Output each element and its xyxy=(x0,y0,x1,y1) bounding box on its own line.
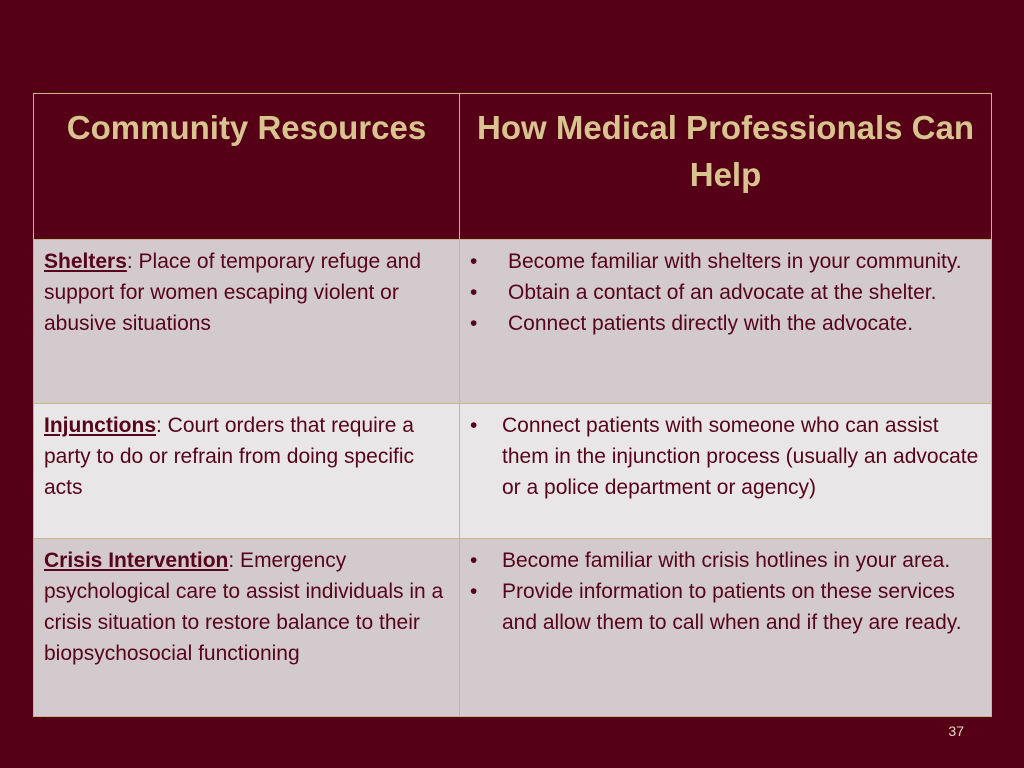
help-cell xyxy=(460,240,992,404)
help-list xyxy=(470,246,981,339)
resource-definition: : Court orders that require a party to do or refrain from doing specific acts xyxy=(44,414,415,499)
resource-term: Injunctions xyxy=(44,414,156,437)
header-how-medical-professionals-can-help: How Medical Professionals Can Help xyxy=(460,94,992,240)
header-community-resources: Community Resources xyxy=(34,94,460,240)
list-item: • Provide information to patients on these services and allow them to call when and if they are ready. xyxy=(470,576,981,638)
list-item: • Become familiar with crisis hotlines in your area. xyxy=(470,545,981,576)
help-list xyxy=(470,545,981,638)
list-item: • Connect patients with someone who can assist them in the injunction process (usually an advocate or a police department or agency) xyxy=(470,410,981,503)
page-number: 37 xyxy=(948,723,964,739)
list-item: • Obtain a contact of an advocate at the shelter. xyxy=(470,277,981,308)
resource-definition: : Place of temporary refuge and support for women escaping violent or abusive situations xyxy=(44,250,422,335)
resource-cell xyxy=(34,240,460,404)
help-cell xyxy=(460,404,992,539)
table-row-injunctions xyxy=(34,404,992,539)
list-item: • Connect patients directly with the advocate. xyxy=(470,308,981,339)
list-item: • Become familiar with shelters in your community. xyxy=(470,246,981,277)
resource-cell xyxy=(34,404,460,539)
resource-definition: : Emergency psychological care to assist individuals in a crisis situation to restore balance to their biopsychosocial functioning xyxy=(44,549,444,665)
resource-term: Shelters xyxy=(44,250,127,273)
resource-term: Crisis Intervention xyxy=(44,549,229,572)
help-list xyxy=(470,410,981,503)
table-row-crisis-intervention xyxy=(34,539,992,717)
help-cell xyxy=(460,539,992,717)
table-row-shelters xyxy=(34,240,992,404)
resources-table xyxy=(33,93,992,717)
resource-cell xyxy=(34,539,460,717)
table-header-row xyxy=(34,94,992,240)
